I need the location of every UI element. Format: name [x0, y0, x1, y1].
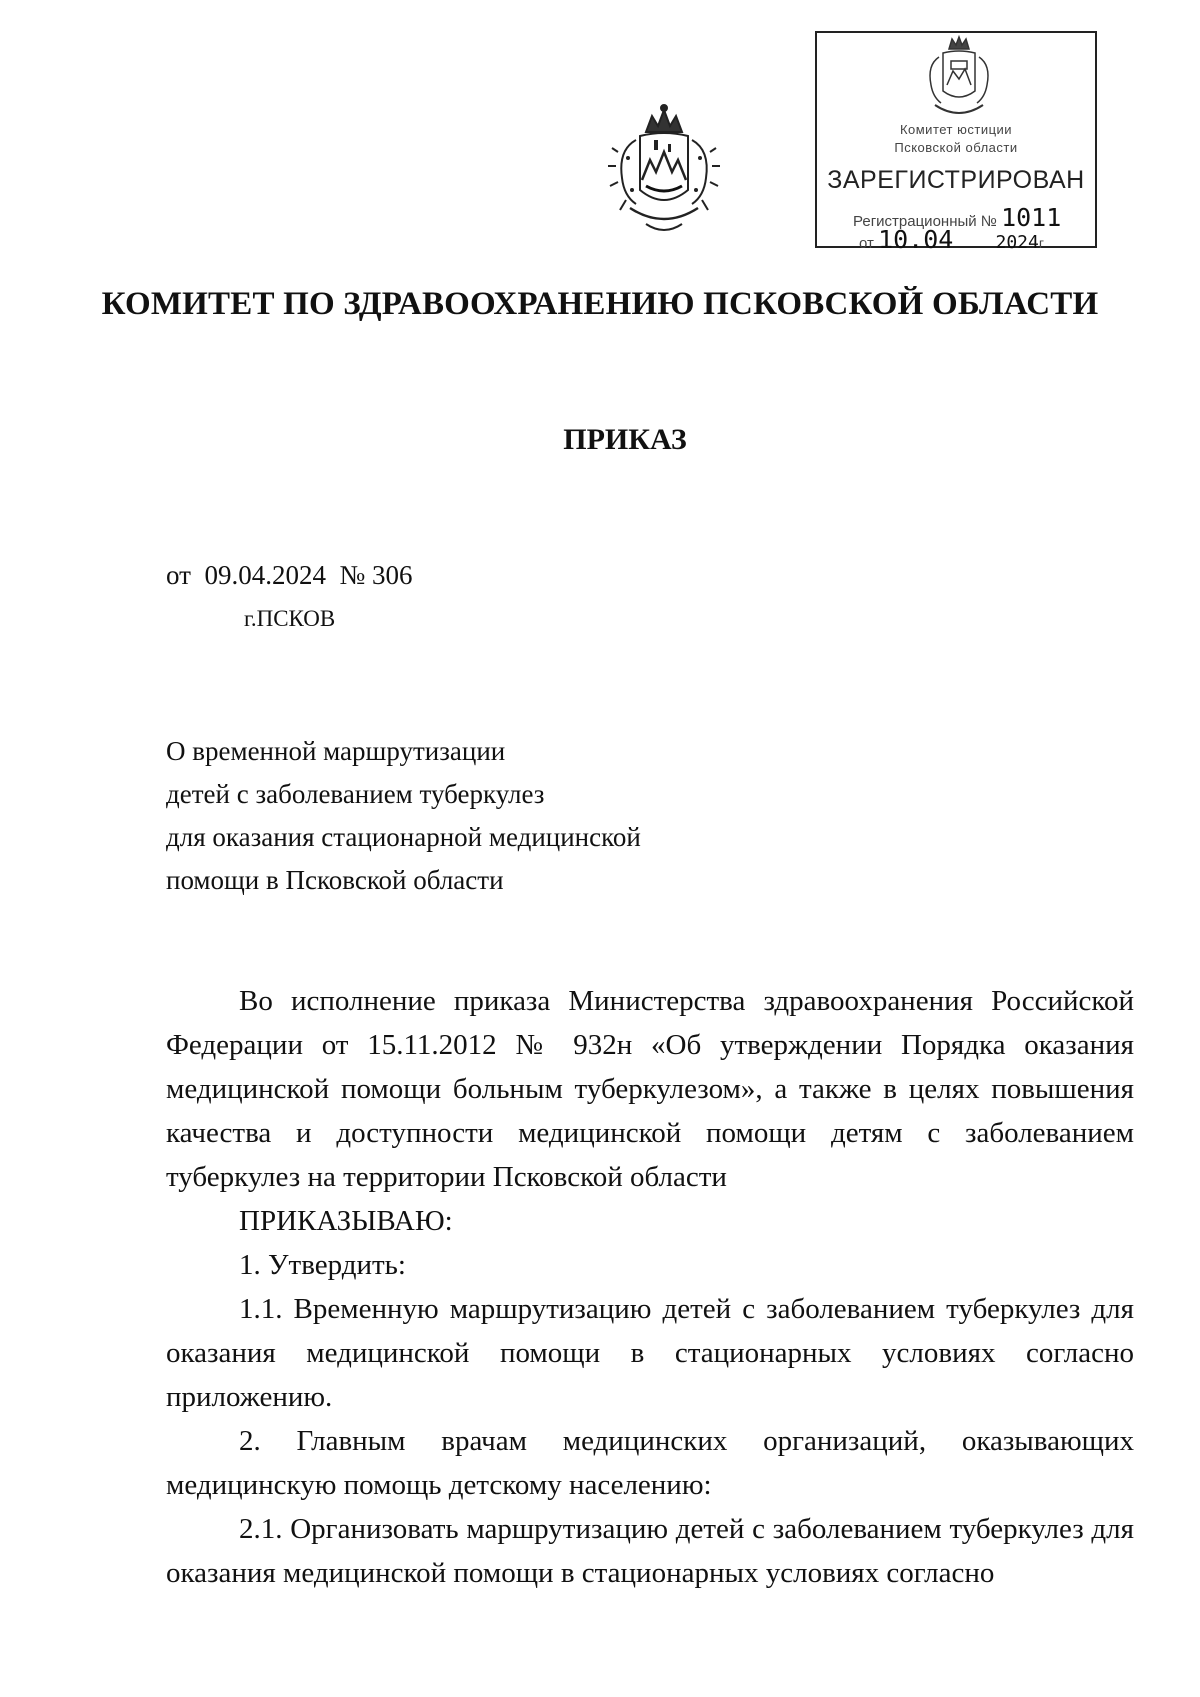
- registration-stamp: [815, 31, 1097, 254]
- document-body: [166, 979, 1134, 1595]
- subject-line: О временной маршрутизации: [166, 736, 506, 766]
- subject-line: для оказания стационарной медицинской: [166, 822, 641, 852]
- order-word: ПРИКАЗЫВАЮ:: [239, 1205, 453, 1237]
- subject-line: детей с заболеванием туберкулез: [166, 779, 545, 809]
- stamp-coat-of-arms-icon: [921, 35, 997, 121]
- stamp-reg-label: Регистрационный №: [853, 213, 997, 230]
- paragraph-2: 2. Главным врачам медицинских организаций, оказывающих медицинскую помощь детскому населению:: [166, 1425, 1134, 1501]
- stamp-year-suffix: г: [1038, 235, 1044, 251]
- stamp-org-line-2: Псковской области: [894, 140, 1018, 155]
- paragraph-1-1: 1.1. Временную маршрутизацию детей с заболеванием туберкулез для оказания медицинской помощи в стационарных условиях согласно приложению.: [166, 1293, 1134, 1413]
- stamp-reg-number: 1011: [1001, 203, 1062, 232]
- document-subject: [166, 730, 766, 902]
- stamp-date-line: [859, 225, 1044, 254]
- stamp-status: ЗАРЕГИСТРИРОВАН: [827, 166, 1085, 194]
- paragraph-1: 1. Утвердить:: [239, 1249, 406, 1281]
- coat-of-arms-emblem: [606, 100, 722, 250]
- document-city: г.ПСКОВ: [244, 606, 336, 631]
- document-type: ПРИКАЗ: [563, 423, 687, 456]
- subject-line: помощи в Псковской области: [166, 865, 504, 895]
- stamp-year-value: 2024: [995, 232, 1039, 253]
- stamp-date-value: 10.04: [878, 225, 954, 254]
- document-date-number: от 09.04.2024 № 306: [166, 560, 413, 590]
- paragraph-2-1: 2.1. Организовать маршрутизацию детей с заболеванием туберкулез для оказания медицинской помощи в стационарных условиях согласно: [166, 1513, 1134, 1589]
- preamble-paragraph: Во исполнение приказа Министерства здравоохранения Российской Федерации от 15.11.2012 № 932н «Об утверждении Порядка оказания медицинской помощи больным туберкулезом», а также в целях повышения качества и доступности медицинской помощи детям с заболеванием туберкулез на территории Псковской области: [166, 985, 1134, 1193]
- organization-title: КОМИТЕТ ПО ЗДРАВООХРАНЕНИЮ ПСКОВСКОЙ ОБЛАСТИ: [101, 286, 1099, 322]
- stamp-date-prefix: от: [859, 235, 874, 252]
- stamp-org-line-1: Комитет юстиции: [899, 122, 1013, 137]
